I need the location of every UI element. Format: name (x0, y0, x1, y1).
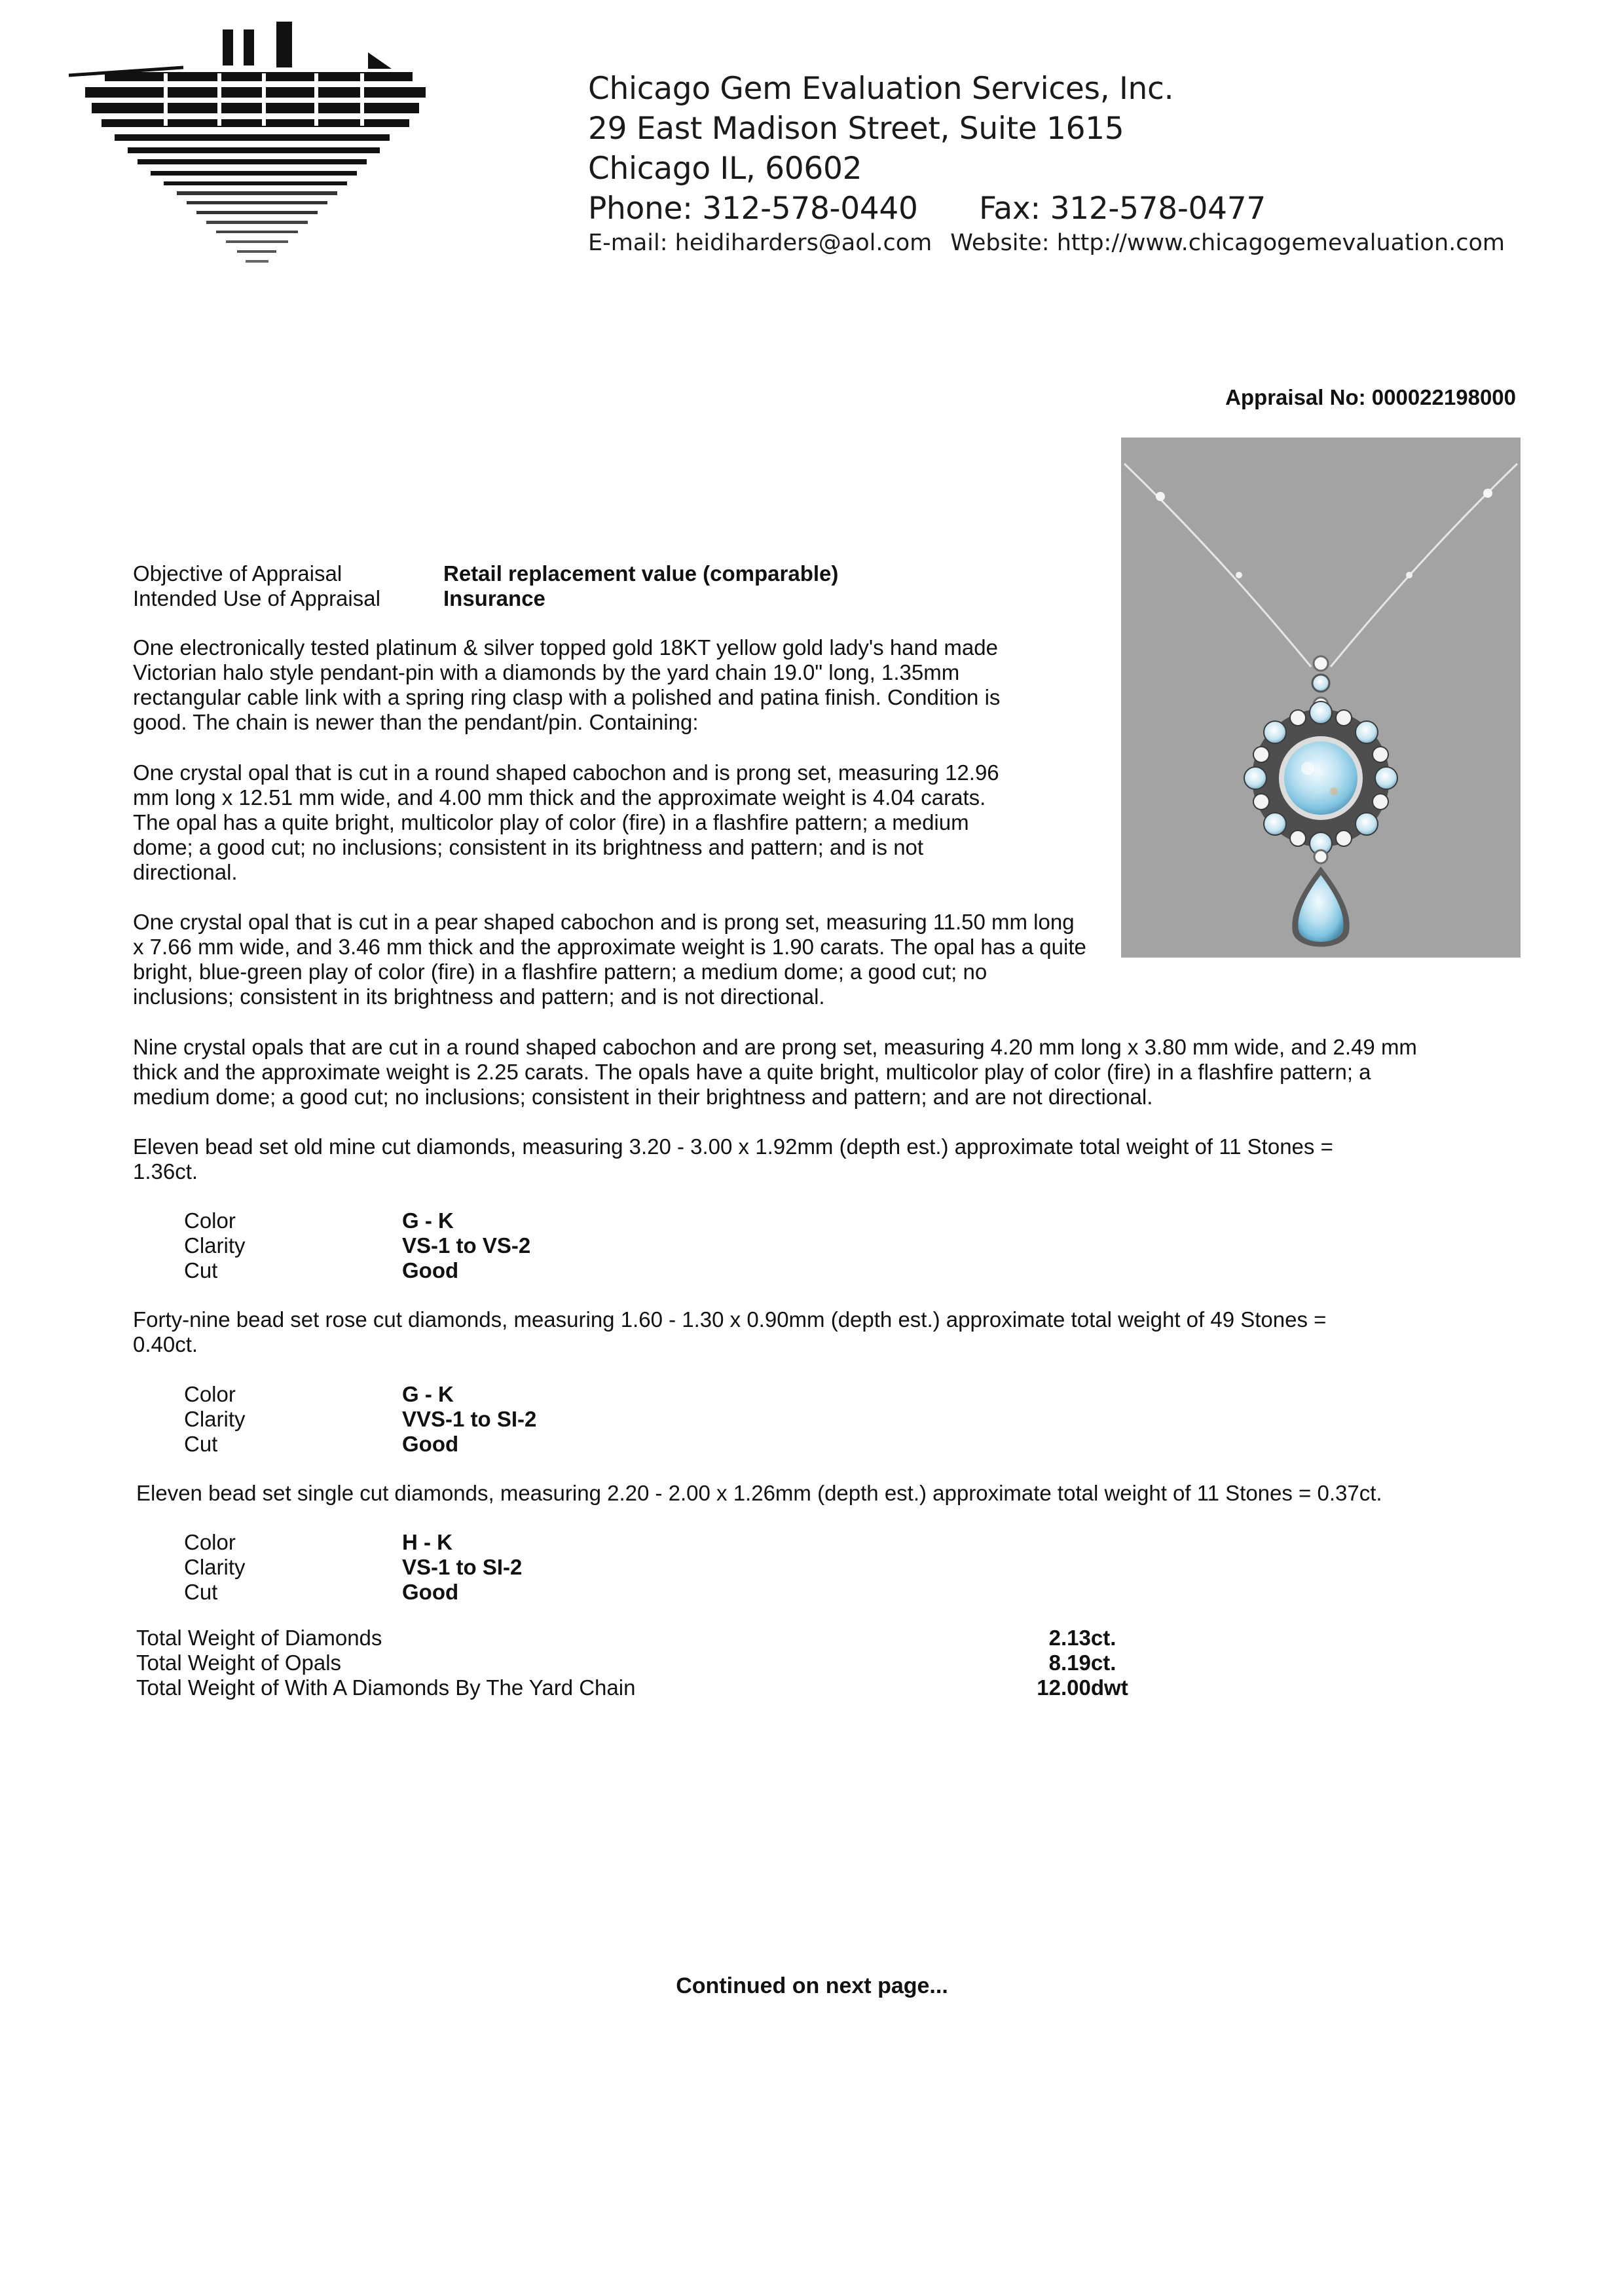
company-logo (65, 16, 432, 311)
grade-value: VS-1 to SI-2 (402, 1555, 523, 1579)
pear-opal-description: One crystal opal that is cut in a pear shaped cabochon and is prong set, measuring 11.50 mm long x 7.66 mm wide, and 3.46 mm thick and the approximate weight is 1.90 carats. The opal has a quite bright, blue-green play of color (fire) in a flashfire pattern; a medium dome; a good cut; no inclusions; consistent in its brightness and pattern; and is not directional. (133, 910, 1086, 1009)
total-row (136, 1651, 1132, 1675)
purpose-label: Objective of Appraisal (133, 561, 342, 586)
email-address: E-mail: heidiharders@aol.com (588, 230, 932, 256)
grade-label: Cut (184, 1432, 218, 1456)
grade-row (184, 1580, 522, 1605)
small-opals-description: Nine crystal opals that are cut in a round shaped cabochon and are prong set, measuring 4.20 mm long x 3.80 mm wide, and 2.49 mm thick and the approximate weight is 2.25 carats. The opals have a quite bright, multicolor play of color (fire) in a flashfire pattern; a medium dome; a good cut; no inclusions; consistent in their brightness and pattern; and are not directional. (133, 1035, 1417, 1109)
total-row (136, 1626, 1132, 1651)
total-value: 12.00dwt (1037, 1675, 1128, 1700)
total-label: Total Weight of Opals (136, 1651, 342, 1675)
grade-value: VS-1 to VS-2 (402, 1233, 531, 1258)
rose-cut-grades (184, 1382, 536, 1457)
phone-number: Phone: 312-578-0440 (588, 191, 918, 227)
item-description: One electronically tested platinum & silver topped gold 18KT yellow gold lady's hand made Victorian halo style pendant-pin with a diamonds by the yard chain 19.0" long, 1.35mm rectangular cable link with a spring ring clasp with a polished and patina finish. Condition is good. The chain is newer than the pendant/pin. Containing: (133, 635, 1001, 734)
grade-row (184, 1407, 536, 1432)
appraisal-number: Appraisal No: 000022198000 (1225, 385, 1516, 409)
total-value: 2.13ct. (1048, 1626, 1116, 1650)
grade-row (184, 1233, 530, 1258)
total-label: Total Weight of With A Diamonds By The Yard Chain (136, 1675, 636, 1700)
fax-number: Fax: 312-578-0477 (979, 191, 1266, 227)
purpose-row (133, 586, 838, 611)
purpose-value: Insurance (443, 586, 545, 610)
grade-value: G - K (402, 1208, 454, 1233)
grade-label: Clarity (184, 1407, 246, 1431)
old-mine-grades (184, 1208, 530, 1283)
grade-row (184, 1530, 522, 1555)
total-value: 8.19ct. (1048, 1651, 1116, 1675)
grade-value: Good (402, 1258, 459, 1282)
purpose-value: Retail replacement value (comparable) (443, 561, 839, 586)
grade-label: Clarity (184, 1555, 246, 1579)
single-cut-grades (184, 1530, 522, 1605)
grade-value: Good (402, 1580, 459, 1604)
address-line-1: 29 East Madison Street, Suite 1615 (588, 111, 1124, 147)
grade-value: G - K (402, 1382, 454, 1406)
grade-value: VVS-1 to SI-2 (402, 1407, 537, 1431)
skyline-logo-icon (65, 16, 432, 311)
letterhead (588, 69, 1505, 257)
single-cut-diamonds-description: Eleven bead set single cut diamonds, measuring 2.20 - 2.00 x 1.26mm (depth est.) approximate total weight of 11 Stones = 0.37ct. (136, 1481, 1382, 1505)
website-url: Website: http://www.chicagogemevaluation.com (950, 230, 1505, 256)
weight-totals (136, 1626, 1132, 1700)
total-row (136, 1675, 1132, 1700)
purpose-row (133, 561, 838, 586)
continued-note: Continued on next page... (676, 1973, 948, 1998)
grade-row (184, 1258, 530, 1283)
grade-label: Color (184, 1530, 236, 1554)
grade-row (184, 1208, 530, 1233)
company-name: Chicago Gem Evaluation Services, Inc. (588, 71, 1174, 107)
grade-row (184, 1432, 536, 1457)
opal-pendant-image (1121, 438, 1521, 958)
round-opal-description: One crystal opal that is cut in a round shaped cabochon and is prong set, measuring 12.96 mm long x 12.51 mm wide, and 4.00 mm thick and the approximate weight is 4.04 carats. The opal has a quite bright, multicolor play of color (fire) in a flashfire pattern; a medium dome; a good cut; no inclusions; consistent in its brightness and pattern; and is not directional. (133, 760, 999, 884)
grade-label: Color (184, 1208, 236, 1233)
rose-cut-diamonds-description: Forty-nine bead set rose cut diamonds, measuring 1.60 - 1.30 x 0.90mm (depth est.) approximate total weight of 49 Stones = 0.40ct. (133, 1307, 1327, 1356)
grade-label: Clarity (184, 1233, 246, 1258)
grade-row (184, 1382, 536, 1407)
grade-label: Cut (184, 1258, 218, 1282)
total-label: Total Weight of Diamonds (136, 1626, 382, 1650)
grade-value: Good (402, 1432, 459, 1456)
grade-value: H - K (402, 1530, 452, 1554)
grade-row (184, 1555, 522, 1580)
grade-label: Color (184, 1382, 236, 1406)
grade-label: Cut (184, 1580, 218, 1604)
address-line-2: Chicago IL, 60602 (588, 151, 862, 187)
old-mine-diamonds-description: Eleven bead set old mine cut diamonds, measuring 3.20 - 3.00 x 1.92mm (depth est.) approximate total weight of 11 Stones = 1.36ct. (133, 1134, 1333, 1184)
pendant-photo (1121, 438, 1521, 958)
appraisal-purpose (133, 561, 838, 611)
purpose-label: Intended Use of Appraisal (133, 586, 380, 610)
